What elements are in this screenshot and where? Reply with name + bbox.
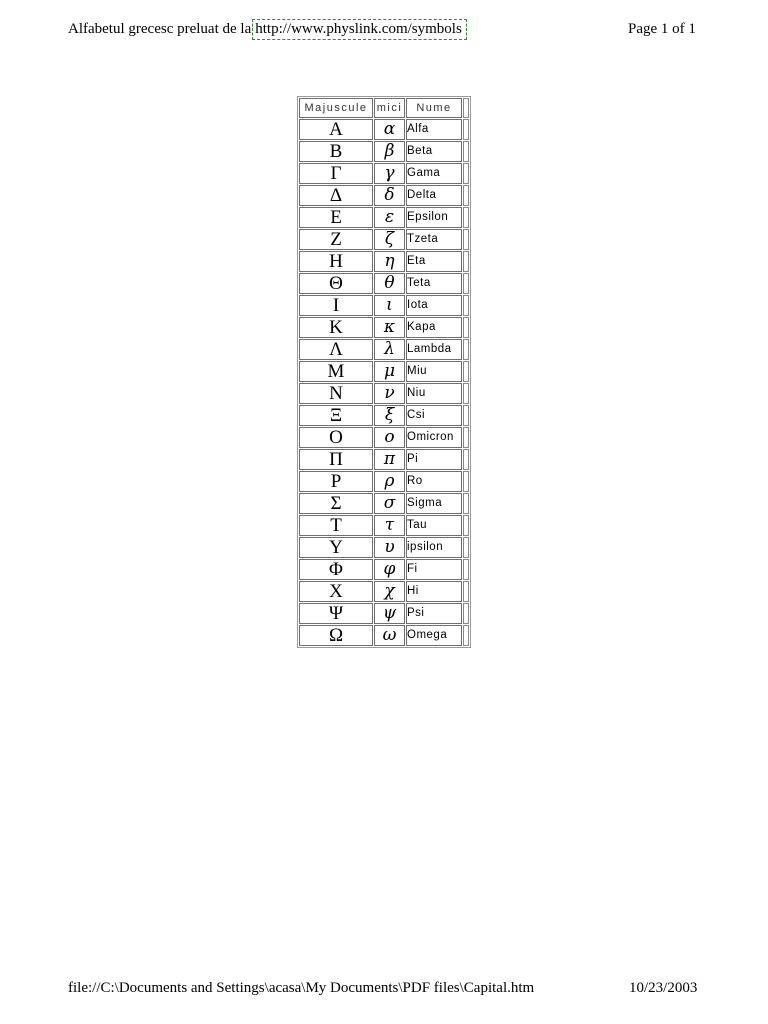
empty-cell bbox=[463, 251, 469, 272]
column-header-uppercase: Majuscule bbox=[299, 98, 373, 118]
uppercase-letter: Σ bbox=[299, 493, 373, 514]
empty-cell bbox=[463, 493, 469, 514]
table-row bbox=[299, 119, 469, 140]
uppercase-letter: Ω bbox=[299, 625, 373, 646]
letter-name: Eta bbox=[406, 251, 462, 272]
letter-name: Hi bbox=[406, 581, 462, 602]
uppercase-letter: Λ bbox=[299, 339, 373, 360]
empty-cell bbox=[463, 141, 469, 162]
page-number: Page 1 of 1 bbox=[628, 21, 696, 37]
uppercase-letter: Ε bbox=[299, 207, 373, 228]
letter-name: Alfa bbox=[406, 119, 462, 140]
empty-cell bbox=[463, 119, 469, 140]
empty-cell bbox=[463, 163, 469, 184]
table-row bbox=[299, 537, 469, 558]
empty-cell bbox=[463, 229, 469, 250]
lowercase-letter: ξ bbox=[374, 405, 405, 426]
letter-name: Pi bbox=[406, 449, 462, 470]
column-header-name: Nume bbox=[406, 98, 462, 118]
letter-name: Psi bbox=[406, 603, 462, 624]
letter-name: Csi bbox=[406, 405, 462, 426]
empty-cell bbox=[463, 185, 469, 206]
table-row bbox=[299, 603, 469, 624]
lowercase-letter: π bbox=[374, 449, 405, 470]
table-row bbox=[299, 339, 469, 360]
letter-name: ipsilon bbox=[406, 537, 462, 558]
empty-cell bbox=[463, 361, 469, 382]
uppercase-letter: Β bbox=[299, 141, 373, 162]
uppercase-letter: Ο bbox=[299, 427, 373, 448]
empty-cell bbox=[463, 383, 469, 404]
lowercase-letter: ρ bbox=[374, 471, 405, 492]
uppercase-letter: Γ bbox=[299, 163, 373, 184]
greek-alphabet-table bbox=[297, 96, 471, 648]
source-link[interactable]: http://www.physlink.com/symbols bbox=[252, 19, 467, 40]
uppercase-letter: Υ bbox=[299, 537, 373, 558]
lowercase-letter: ν bbox=[374, 383, 405, 404]
letter-name: Teta bbox=[406, 273, 462, 294]
lowercase-letter: α bbox=[374, 119, 405, 140]
table-row bbox=[299, 405, 469, 426]
table-row bbox=[299, 515, 469, 536]
table-row bbox=[299, 493, 469, 514]
letter-name: Lambda bbox=[406, 339, 462, 360]
empty-cell bbox=[463, 559, 469, 580]
lowercase-letter: ι bbox=[374, 295, 405, 316]
letter-name: Gama bbox=[406, 163, 462, 184]
table-row bbox=[299, 207, 469, 228]
table-header-row bbox=[299, 98, 469, 118]
lowercase-letter: ζ bbox=[374, 229, 405, 250]
uppercase-letter: Ι bbox=[299, 295, 373, 316]
letter-name: Sigma bbox=[406, 493, 462, 514]
table-row bbox=[299, 185, 469, 206]
uppercase-letter: Ψ bbox=[299, 603, 373, 624]
lowercase-letter: η bbox=[374, 251, 405, 272]
empty-cell bbox=[463, 207, 469, 228]
letter-name: Tau bbox=[406, 515, 462, 536]
empty-cell bbox=[463, 449, 469, 470]
uppercase-letter: Α bbox=[299, 119, 373, 140]
table-row bbox=[299, 141, 469, 162]
table-row bbox=[299, 625, 469, 646]
uppercase-letter: Η bbox=[299, 251, 373, 272]
uppercase-letter: Ζ bbox=[299, 229, 373, 250]
letter-name: Beta bbox=[406, 141, 462, 162]
uppercase-letter: Φ bbox=[299, 559, 373, 580]
table-row bbox=[299, 317, 469, 338]
table-row bbox=[299, 383, 469, 404]
uppercase-letter: Χ bbox=[299, 581, 373, 602]
table-row bbox=[299, 163, 469, 184]
lowercase-letter: ο bbox=[374, 427, 405, 448]
letter-name: Kapa bbox=[406, 317, 462, 338]
uppercase-letter: Τ bbox=[299, 515, 373, 536]
lowercase-letter: β bbox=[374, 141, 405, 162]
letter-name: Epsilon bbox=[406, 207, 462, 228]
empty-cell bbox=[463, 339, 469, 360]
letter-name: Iota bbox=[406, 295, 462, 316]
empty-cell bbox=[463, 581, 469, 602]
lowercase-letter: δ bbox=[374, 185, 405, 206]
empty-cell bbox=[463, 603, 469, 624]
letter-name: Tzeta bbox=[406, 229, 462, 250]
table-row bbox=[299, 581, 469, 602]
uppercase-letter: Ξ bbox=[299, 405, 373, 426]
table-row bbox=[299, 559, 469, 580]
lowercase-letter: υ bbox=[374, 537, 405, 558]
uppercase-letter: Ρ bbox=[299, 471, 373, 492]
table-body bbox=[299, 119, 469, 646]
letter-name: Omicron bbox=[406, 427, 462, 448]
footer-date: 10/23/2003 bbox=[629, 980, 698, 996]
lowercase-letter: μ bbox=[374, 361, 405, 382]
uppercase-letter: Μ bbox=[299, 361, 373, 382]
table-row bbox=[299, 361, 469, 382]
table-row bbox=[299, 295, 469, 316]
empty-cell bbox=[463, 98, 469, 118]
lowercase-letter: ω bbox=[374, 625, 405, 646]
empty-cell bbox=[463, 537, 469, 558]
footer-file-path: file://C:\Documents and Settings\acasa\My Documents\PDF files\Capital.htm bbox=[68, 980, 535, 996]
table-row bbox=[299, 449, 469, 470]
empty-cell bbox=[463, 317, 469, 338]
empty-cell bbox=[463, 405, 469, 426]
empty-cell bbox=[463, 427, 469, 448]
column-header-lowercase: mici bbox=[374, 98, 405, 118]
empty-cell bbox=[463, 625, 469, 646]
letter-name: Ro bbox=[406, 471, 462, 492]
table-row bbox=[299, 229, 469, 250]
empty-cell bbox=[463, 295, 469, 316]
header-text: Alfabetul grecesc preluat de la bbox=[68, 21, 252, 37]
lowercase-letter: τ bbox=[374, 515, 405, 536]
letter-name: Miu bbox=[406, 361, 462, 382]
table-row bbox=[299, 427, 469, 448]
letter-name: Delta bbox=[406, 185, 462, 206]
uppercase-letter: Κ bbox=[299, 317, 373, 338]
table-row bbox=[299, 273, 469, 294]
empty-cell bbox=[463, 471, 469, 492]
lowercase-letter: γ bbox=[374, 163, 405, 184]
table-row bbox=[299, 471, 469, 492]
lowercase-letter: ε bbox=[374, 207, 405, 228]
uppercase-letter: Δ bbox=[299, 185, 373, 206]
empty-cell bbox=[463, 273, 469, 294]
lowercase-letter: ψ bbox=[374, 603, 405, 624]
lowercase-letter: κ bbox=[374, 317, 405, 338]
lowercase-letter: φ bbox=[374, 559, 405, 580]
uppercase-letter: Π bbox=[299, 449, 373, 470]
empty-cell bbox=[463, 515, 469, 536]
letter-name: Fi bbox=[406, 559, 462, 580]
lowercase-letter: χ bbox=[374, 581, 405, 602]
uppercase-letter: Θ bbox=[299, 273, 373, 294]
lowercase-letter: θ bbox=[374, 273, 405, 294]
page-header-title bbox=[68, 21, 467, 38]
table-row bbox=[299, 251, 469, 272]
lowercase-letter: σ bbox=[374, 493, 405, 514]
letter-name: Niu bbox=[406, 383, 462, 404]
lowercase-letter: λ bbox=[374, 339, 405, 360]
letter-name: Omega bbox=[406, 625, 462, 646]
uppercase-letter: Ν bbox=[299, 383, 373, 404]
